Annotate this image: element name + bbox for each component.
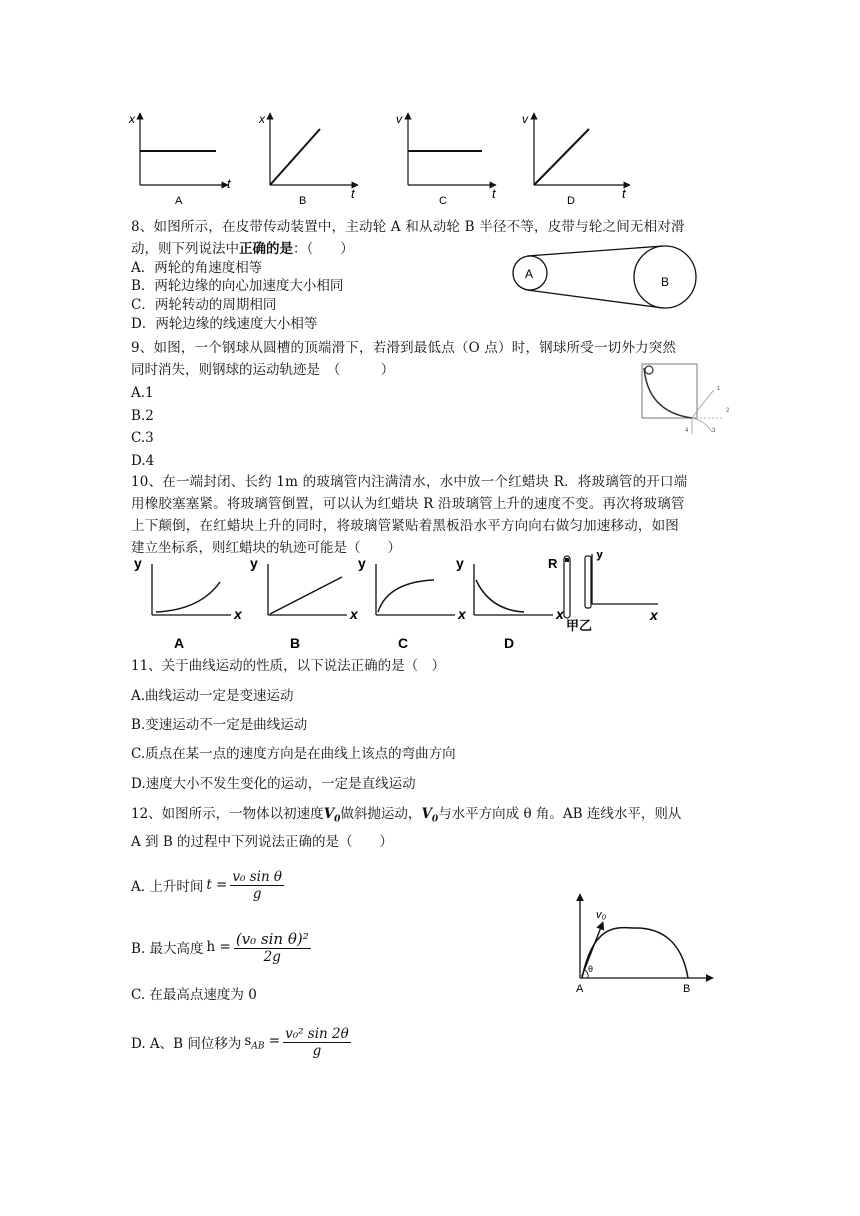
q12-option-d-denominator: g [312,1042,322,1059]
graph-a-xlabel: t [227,176,231,191]
q11-option-c: C.质点在某一点的速度方向是在曲线上该点的弯曲方向 [131,746,456,762]
q11-stem: 11、关于曲线运动的性质，以下说法正确的是（ ） [131,658,446,674]
graph-a-ylabel: x [129,112,135,126]
traj-d-ylabel: y [456,555,464,571]
projectile-figure [570,890,720,996]
apparatus-r-label: R [548,556,558,571]
graph-b-xlabel: t [351,186,355,201]
apparatus-caption: 甲乙 [566,618,593,633]
q12-option-b-denominator: 2g [263,948,281,965]
q10-stem-line4: 建立坐标系，则红蜡块的轨迹可能是（ ） [131,540,401,556]
glass-tube-apparatus [548,552,659,633]
q12-option-b-numerator: (v₀ sin θ)² [235,929,309,948]
q12-stem-part-a: 12、如图所示，一物体以初速度 [131,806,324,822]
traj-a-caption: A [174,635,185,651]
q12-stem-part-b: 做斜抛运动， [340,806,422,822]
belt-drive-figure [505,245,705,315]
traj-a-xlabel: x [234,606,242,622]
q12-stem-part-c: 与水平方向成 θ 角。AB 连线水平，则从 [438,806,682,822]
q12-option-b [131,922,311,972]
v0-label: v₀ [596,909,607,921]
q9-option-a: A.1 [131,385,154,401]
q12-option-d [131,1018,351,1066]
q12-option-b-label: B. 最大高度 [131,941,204,957]
traj-c-caption: C [398,635,409,651]
point-b-label: B [683,983,691,995]
graph-b-ylabel: x [259,112,265,126]
q12-option-d-label: D. A、B 间位移为 [131,1036,242,1052]
graph-a-caption: A [175,195,183,207]
graph-a [128,112,232,207]
graph-d-ylabel: v [522,112,528,126]
q9-option-b: B.2 [131,408,154,424]
q8-stem-suffix: ：（ ） [293,241,354,257]
q10-stem-line3: 上下颠倒，在红蜡块上升的同时，将玻璃管紧贴着黑板沿水平方向向右做匀加速移动，如图 [131,518,679,534]
q8-option-b: B．两轮边缘的向心加速度大小相同 [131,278,344,294]
graph-b [258,112,358,207]
graph-c-xlabel: t [492,186,496,201]
graph-c [396,112,497,207]
traj-b-caption: B [290,635,301,651]
belt-top [527,246,663,256]
q11-option-b: B.变速运动不一定是曲线运动 [131,717,308,733]
wax-block [565,558,569,562]
q12-option-a-denominator: g [252,885,262,902]
label-3: 3 [712,428,716,434]
q12-option-d-lhs: $s_{AB}$ = [244,1032,281,1052]
traj-c-ylabel: y [358,555,366,571]
graph-c-caption: C [439,195,447,207]
q8-stem-line1: 8、如图所示，在皮带传动装置中，主动轮 A 和从动轮 B 半径不等，皮带与轮之间无相对滑 [131,219,685,235]
path-3 [692,418,712,432]
traj-c-xlabel: x [458,606,466,622]
q11-option-d: D.速度大小不发生变化的运动，一定是直线运动 [131,776,416,792]
q8-option-c: C．两轮转动的周期相同 [131,297,277,313]
traj-b-ylabel: y [250,555,258,571]
q8-option-d: D．两轮边缘的线速度大小相等 [131,316,318,332]
steel-ball [645,366,653,374]
q12-option-a-numerator: v₀ sin θ [232,868,283,885]
q12-stem-line2: A 到 B 的过程中下列说法正确的是（ ） [131,834,394,850]
q12-option-a-label: A. 上升时间 [131,879,204,895]
tube-left [564,556,570,618]
q9-stem-line2: 同时消失，则钢球的运动轨迹是 （ ） [131,362,395,378]
track-arc [644,368,692,418]
q9-option-c: C.3 [131,430,154,446]
wheel-a-label: A [525,267,534,281]
traj-a-ylabel: y [134,555,142,571]
q10-stem-line2: 用橡胶塞塞紧。将玻璃管倒置，可以认为红蜡块 R 沿玻璃管上升的速度不变。再次将玻璃管 [131,496,685,512]
q12-v0-symbol-1: $V_0$ [323,806,341,825]
q12-option-b-fraction [234,930,311,965]
q8-stem-prefix: 动，则下列说法中 [131,241,239,257]
q12-option-a-fraction [230,869,284,902]
q12-option-d-numerator: v₀² sin 2θ [285,1025,349,1042]
q9-stem-line1: 9、如图，一个钢球从圆槽的顶端滑下，若滑到最低点（O 点）时，钢球所受一切外力突然 [131,340,677,356]
label-1: 1 [717,386,721,392]
q12-option-b-lhs: h = [206,939,231,955]
trajectory-graphs-row [128,552,668,652]
graph-b-caption: B [299,195,307,207]
graph-d-caption: D [567,195,575,207]
point-a-label: A [576,983,584,995]
q10-stem-line1: 10、在一端封闭、长约 1m 的玻璃管内注满清水，水中放一个红蜡块 R．将玻璃管的开口端 [131,474,688,490]
tube-right [585,556,591,608]
apparatus-y-label: y [596,552,604,561]
traj-b-xlabel: x [350,606,358,622]
traj-d-caption: D [504,635,515,651]
q12-stem-line1 [131,805,681,829]
apparatus-x-label: x [650,607,658,623]
q8-stem-bold: 正确的是 [239,241,293,257]
graph-d [522,112,630,207]
traj-d-xlabel: x [556,606,564,622]
graph-d-xlabel: t [622,186,626,201]
theta-label: θ [588,964,594,974]
q8-stem-line2 [131,240,354,258]
path-1 [692,390,714,418]
label-2: 2 [726,408,730,414]
q8-option-a: A．两轮的角速度相等 [131,260,263,276]
q12-option-c: C. 在最高点速度为 0 [131,987,257,1003]
q12-option-d-fraction [283,1026,351,1059]
graph-c-ylabel: v [396,112,402,126]
motion-graphs-row [120,105,640,210]
q9-option-d: D.4 [131,453,155,469]
q12-option-a [131,862,284,908]
label-4: 4 [685,428,689,434]
traj-graph-b [250,555,359,651]
q12-v0-symbol-2: $V_0$ [421,806,439,825]
traj-graph-a [134,555,243,651]
traj-graph-c [358,555,467,651]
wheel-b-label: B [661,275,670,289]
q12-option-a-lhs: t = [206,877,228,893]
circular-track-figure [640,362,735,437]
q11-option-a: A.曲线运动一定是变速运动 [131,688,294,704]
